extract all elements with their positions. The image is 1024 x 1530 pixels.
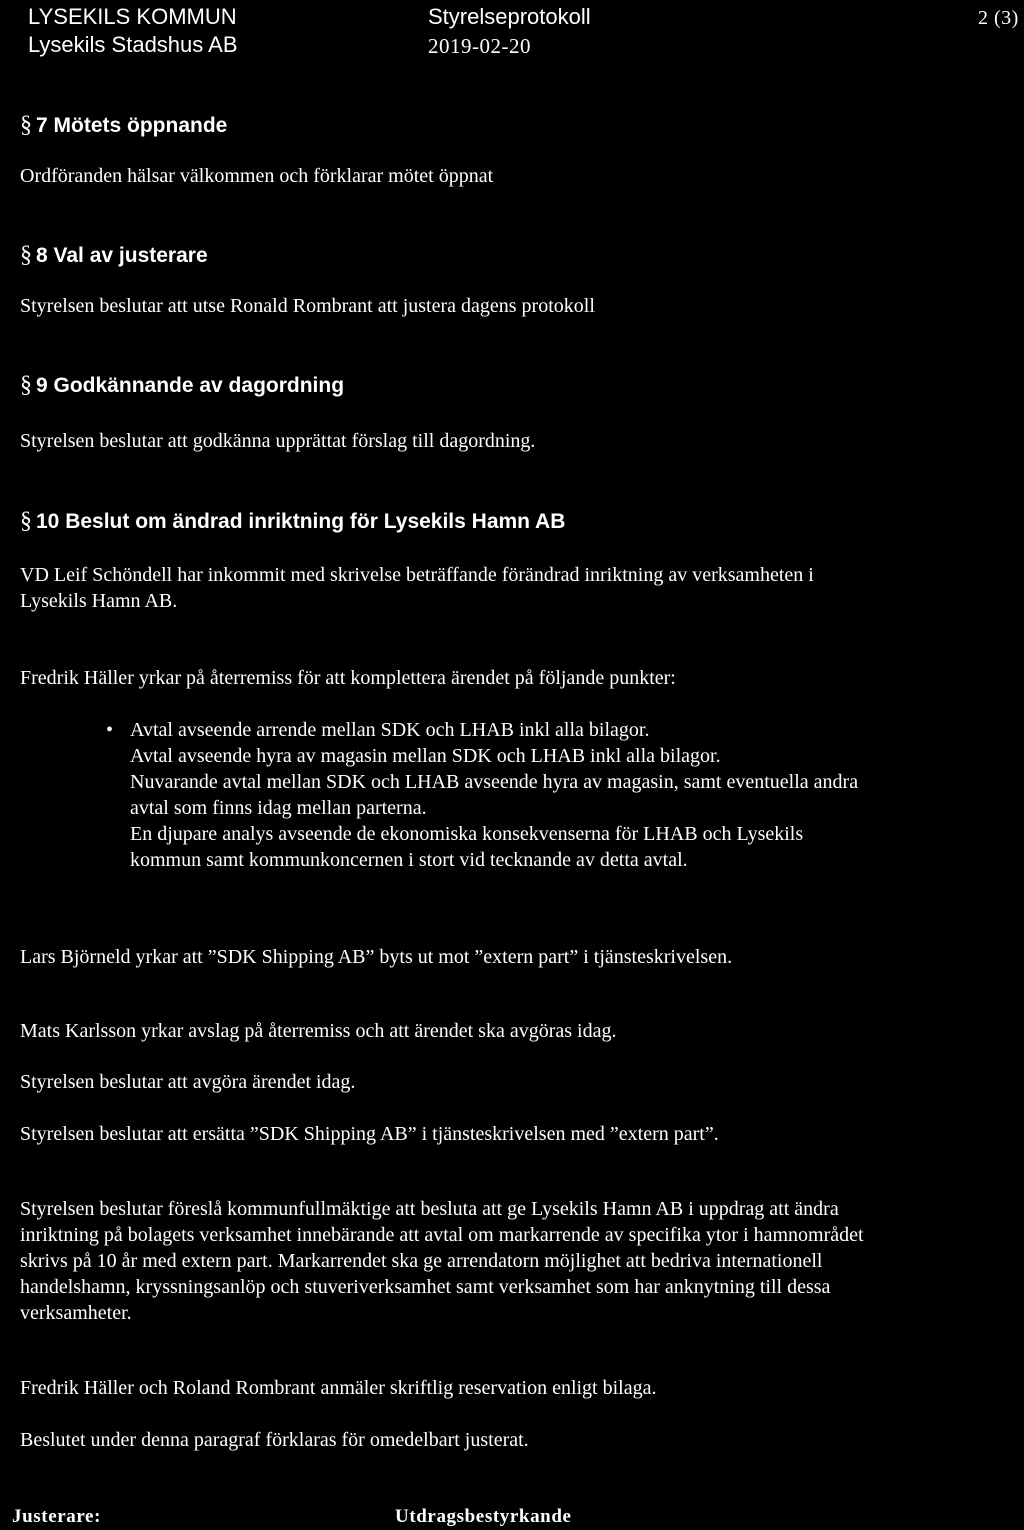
municipality-name: LYSEKILS KOMMUN — [28, 4, 237, 29]
paragraph-decision-proposal: Styrelsen beslutar föreslå kommunfullmäktige att besluta att ge Lysekils Hamn AB i uppdrag att ändra inriktning på bolagets verksamhet innebärande att avtal om markarrende av specifika ytor i hamnområdet skrivs på 10 år med extern part. Markarrendet ska ge arrendatorn möjlighet att bedriva internationell handelshamn, kryssningsanlöp och stuveriverksamhet samt verksamhet som har anknytning till dessa verksamheter. — [20, 1198, 864, 1324]
paragraph-karlsson-motion: Mats Karlsson yrkar avslag på återremiss och att ärendet ska avgöras idag. — [20, 1020, 617, 1042]
section-symbol: § — [20, 112, 32, 138]
list-item — [106, 769, 866, 821]
section-7-heading — [20, 112, 227, 139]
bullet-icon: • — [106, 719, 114, 741]
paragraph-immediate-adjustment: Beslutet under denna paragraf förklaras för omedelbart justerat. — [20, 1429, 529, 1451]
meeting-date: 2019-02-20 — [428, 34, 531, 58]
paragraph-decision-replace: Styrelsen beslutar att ersätta ”SDK Shipping AB” i tjänsteskrivelsen med ”extern part”. — [20, 1123, 719, 1145]
list-item — [106, 717, 866, 743]
section-symbol: § — [20, 372, 32, 398]
paragraph-decision-today: Styrelsen beslutar att avgöra ärendet idag. — [20, 1071, 356, 1093]
section-10-heading — [20, 508, 565, 535]
justerare-label: Justerare: — [12, 1506, 102, 1527]
section-9-text: Styrelsen beslutar att godkänna upprättat förslag till dagordning. — [20, 430, 536, 452]
document-type: Styrelseprotokoll — [428, 4, 591, 29]
section-symbol: § — [20, 508, 32, 534]
list-item — [106, 743, 866, 769]
paragraph-bjorneld-motion: Lars Björneld yrkar att ”SDK Shipping AB” byts ut mot ”extern part” i tjänsteskrivelsen. — [20, 946, 733, 968]
list-item-text: Avtal avseende hyra av magasin mellan SDK och LHAB inkl alla bilagor. — [130, 745, 721, 767]
list-item-text: Avtal avseende arrende mellan SDK och LHAB inkl alla bilagor. — [130, 719, 650, 741]
section-9-title: 9 Godkännande av dagordning — [36, 374, 345, 397]
section-9-heading — [20, 372, 344, 399]
section-symbol: § — [20, 242, 32, 268]
motion-points-list — [106, 717, 866, 873]
section-8-title: 8 Val av justerare — [36, 244, 208, 267]
section-7-title: 7 Mötets öppnande — [36, 114, 228, 137]
section-8-heading — [20, 242, 208, 269]
company-name: Lysekils Stadshus AB — [28, 32, 238, 57]
section-10-motion: Fredrik Häller yrkar på återremiss för att komplettera ärendet på följande punkter: — [20, 667, 676, 689]
page-number: 2 (3) — [978, 7, 1019, 29]
section-7-text: Ordföranden hälsar välkommen och förklarar mötet öppnat — [20, 165, 494, 187]
section-8-text: Styrelsen beslutar att utse Ronald Rombrant att justera dagens protokoll — [20, 295, 595, 317]
section-10-title: 10 Beslut om ändrad inriktning för Lysekils Hamn AB — [36, 510, 566, 533]
list-item-text: Nuvarande avtal mellan SDK och LHAB avseende hyra av magasin, samt eventuella andra avtal som finns idag mellan parterna. — [130, 771, 859, 819]
utdragsbestyrkande-label: Utdragsbestyrkande — [395, 1506, 572, 1527]
list-item-text: En djupare analys avseende de ekonomiska konsekvenserna för LHAB och Lysekils kommun samt kommunkoncernen i stort vid tecknande av detta avtal. — [130, 823, 804, 871]
paragraph-reservation: Fredrik Häller och Roland Rombrant anmäler skriftlig reservation enligt bilaga. — [20, 1377, 657, 1399]
section-10-intro: VD Leif Schöndell har inkommit med skrivelse beträffande förändrad inriktning av verksamheten i Lysekils Hamn AB. — [20, 564, 814, 612]
list-item — [106, 821, 866, 873]
